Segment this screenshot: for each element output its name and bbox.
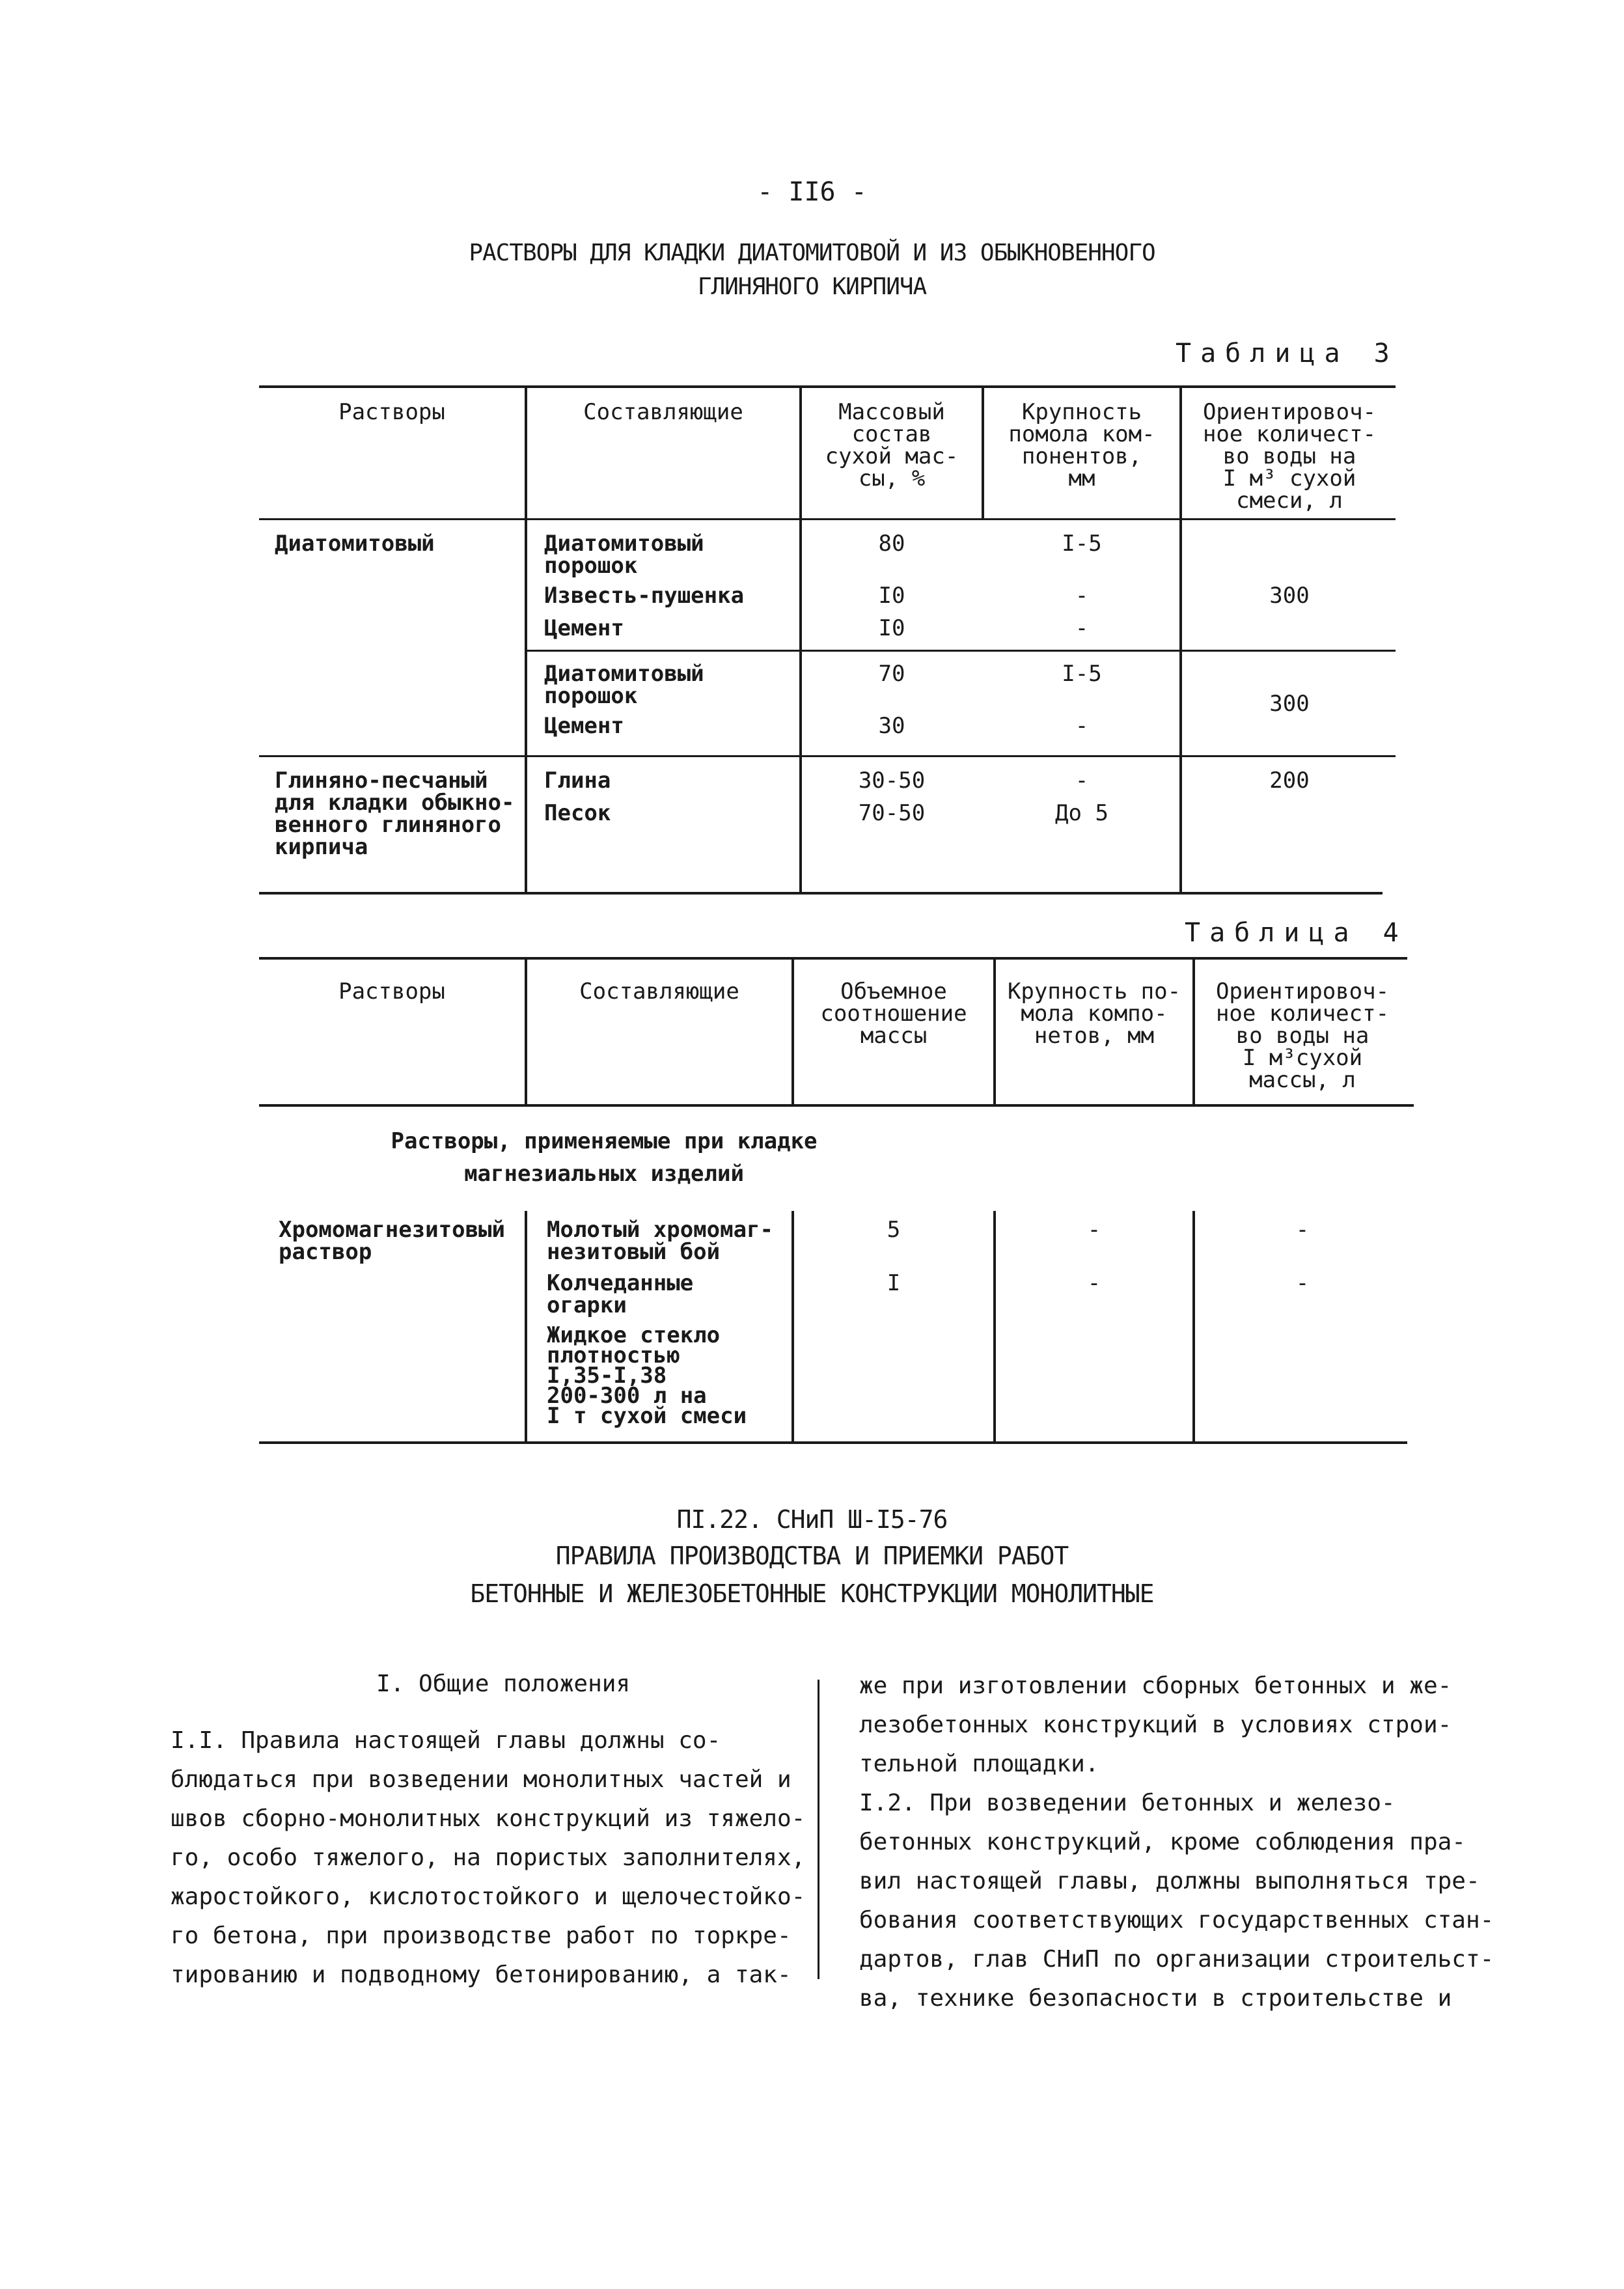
t3-grain-value: До 5 [1055, 800, 1108, 826]
t3-header-grain-size: Крупность помола ком- понентов, мм [1008, 399, 1155, 492]
t3-component: Диатомитовый порошок [544, 531, 704, 579]
t4-grain-value: - [1087, 1270, 1101, 1296]
t4-header-components: Составляющие [579, 978, 739, 1005]
document-title-line-1: РАСТВОРЫ ДЛЯ КЛАДКИ ДИАТОМИТОВОЙ И ИЗ ОБЫКНОВЕННОГО [469, 240, 1155, 266]
t4-water-value: - [1295, 1217, 1310, 1243]
t3-mortar-diatomite: Диатомитовый [275, 531, 435, 557]
t3-grain-value: I-5 [1062, 531, 1102, 557]
t4-header-mortars: Растворы [338, 978, 445, 1005]
t4-section-title: Растворы, применяемые при кладке магнезиальных изделий [391, 1128, 818, 1187]
t3-grain-value: - [1075, 768, 1089, 794]
t3-mass-value: 70 [878, 661, 905, 687]
table-4-label: Таблица 4 [1185, 918, 1408, 948]
t3-component: Диатомитовый порошок [544, 661, 704, 709]
section-code: ПI.22. СНиП Ш-I5-76 [676, 1505, 948, 1534]
t3-header-components: Составляющие [583, 399, 743, 425]
t4-header-grain-size: Крупность по- мола компо- нетов, мм [1007, 978, 1181, 1049]
t3-component: Песок [544, 800, 611, 826]
document-title-line-2: ГЛИНЯНОГО КИРПИЧА [697, 273, 927, 300]
section-title-structures: БЕТОННЫЕ И ЖЕЛЕЗОБЕТОННЫЕ КОНСТРУКЦИИ МОНОЛИТНЫЕ [470, 1579, 1154, 1608]
t3-grain-value: - [1075, 615, 1089, 641]
t3-water-value: 300 [1269, 691, 1310, 717]
t3-header-mortars: Растворы [338, 399, 445, 425]
t3-mass-value: 70-50 [858, 800, 926, 826]
t3-water-value: 200 [1269, 768, 1310, 794]
t3-header-water-amount: Ориентировоч- ное количест- во воды на I м³ сухой смеси, л [1202, 399, 1377, 514]
page-number: - II6 - [757, 177, 867, 207]
t3-component: Цемент [544, 713, 624, 739]
t4-volume-value: I [887, 1270, 901, 1296]
t4-component: Молотый хромомаг- незитовый бой [547, 1217, 773, 1265]
t3-grain-value: I-5 [1062, 661, 1102, 687]
general-provisions-heading: I. Общие положения [376, 1671, 631, 1697]
t3-mass-value: 80 [878, 531, 905, 557]
t3-mortar-clay-sand: Глиняно-песчаный для кладки обыкно- венного глиняного кирпича [275, 768, 515, 860]
body-text-left-column: I.I. Правила настоящей главы должны со- блюдаться при возведении монолитных частей и швов сборно-монолитных конструкций из тяжело- го, особо тяжелого, на пористых заполнителях, жаростойкого, кислотостойкого и щелочестойко- го бетона, при производстве работ по торкре- тированию и подводному бетонированию, а так- [171, 1727, 806, 1988]
t3-grain-value: - [1075, 583, 1089, 609]
t3-water-value: 300 [1269, 583, 1310, 609]
t4-component: Колчеданные огарки [547, 1270, 694, 1318]
t3-mass-value: 30 [878, 713, 905, 739]
body-text-right-column: же при изготовлении сборных бетонных и же- лезобетонных конструкций в условиях строи- тельной площадки. I.2. При возведении бетонных и железо- бетонных конструкций, кроме соблюдения пра- вил настоящей главы, должны выполняться тре- бования соответствующих государственных стан- дартов, глав СНиП по организации строительст- ва, технике безопасности в строительстве и [859, 1672, 1494, 2012]
t3-header-mass-composition: Массовый состав сухой мас- сы, % [825, 399, 959, 492]
t4-mortar-chromomagnesite: Хромомагнезитовый раствор [279, 1217, 505, 1265]
t3-grain-value: - [1075, 713, 1089, 739]
t4-grain-value: - [1087, 1217, 1101, 1243]
table-3-label: Таблица 3 [1176, 339, 1399, 368]
column-divider [818, 1680, 819, 1979]
t3-component: Известь-пушенка [544, 583, 745, 609]
t4-volume-value: 5 [887, 1217, 901, 1243]
t3-mass-value: I0 [878, 615, 905, 641]
t3-mass-value: I0 [878, 583, 905, 609]
t4-component: Жидкое стекло плотностью I,35-I,38 200-300 л на I т сухой смеси [547, 1322, 747, 1429]
t3-component: Цемент [544, 615, 624, 641]
t4-water-value: - [1295, 1270, 1310, 1296]
t3-mass-value: 30-50 [858, 768, 926, 794]
section-title-rules: ПРАВИЛА ПРОИЗВОДСТВА И ПРИЕМКИ РАБОТ [555, 1542, 1069, 1570]
t3-component: Глина [544, 768, 611, 794]
t4-header-water-amount: Ориентировоч- ное количест- во воды на I м³сухой массы, л [1215, 978, 1390, 1093]
t4-header-volume-ratio: Объемное соотношение массы [820, 978, 967, 1049]
